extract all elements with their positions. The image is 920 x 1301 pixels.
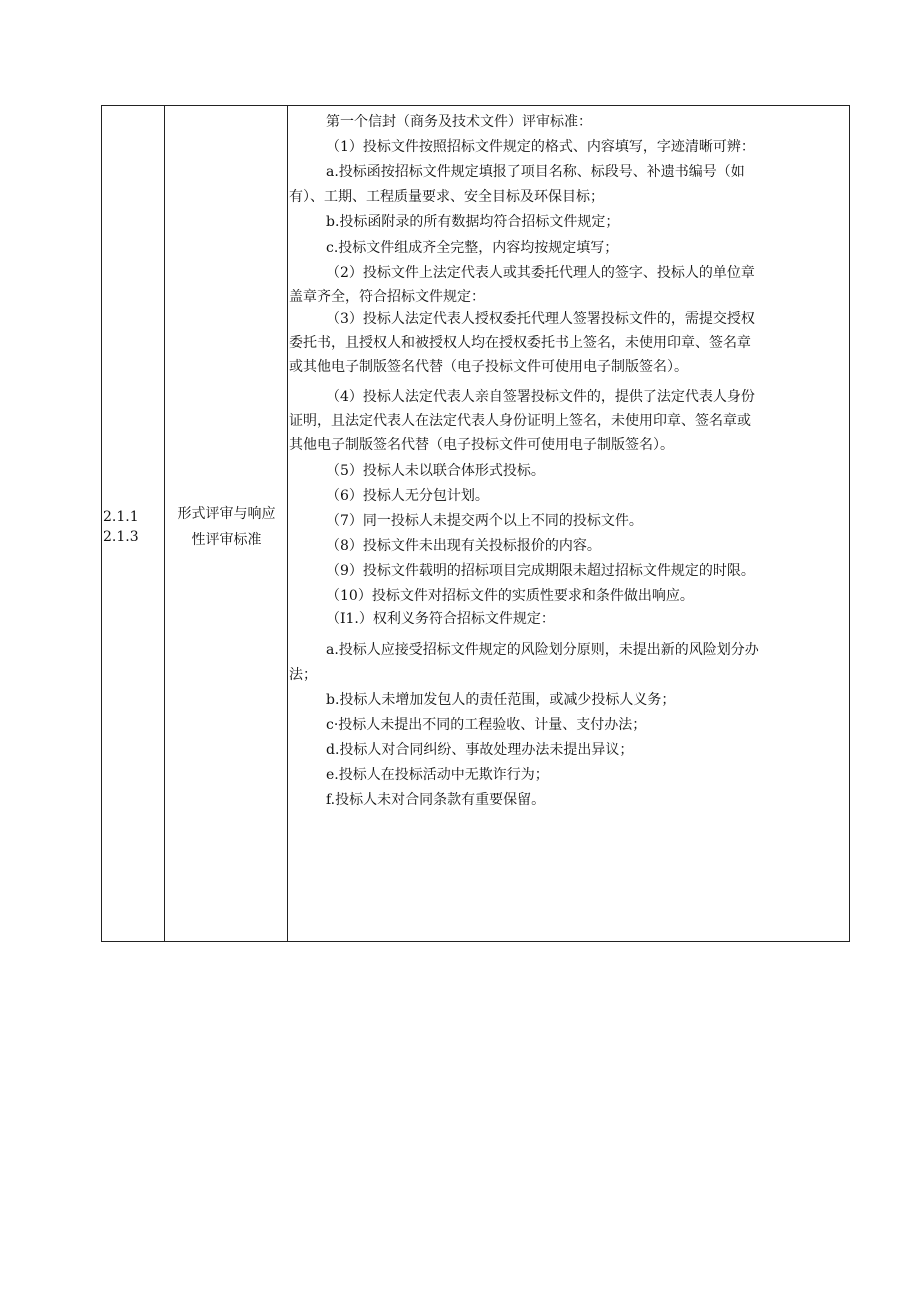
criteria-line: 证明，且法定代表人在法定代表人身份证明上签名，未使用印章、签名章或: [289, 413, 751, 429]
criteria-line: （2）投标文件上法定代表人或其委托代理人的签字、投标人的单位章: [326, 265, 755, 281]
criteria-title: 第一个信封（商务及技术文件）评审标准：: [326, 114, 592, 130]
criteria-line: （4）投标人法定代表人亲自签署投标文件的，提供了法定代表人身份: [326, 389, 755, 405]
criteria-line: e.投标人在投标活动中无欺诈行为；: [326, 767, 549, 783]
criteria-content-cell: [288, 106, 849, 941]
criteria-line: c.投标文件组成齐全完整，内容均按规定填写；: [326, 240, 619, 256]
criteria-line: 委托书，且授权人和被授权人均在授权委托书上签名，未使用印章、签名章: [289, 335, 751, 351]
criteria-line: （7）同一投标人未提交两个以上不同的投标文件。: [326, 513, 643, 529]
criteria-line: 法；: [289, 667, 317, 683]
criteria-line: 或其他电子制版签名代替（电子投标文件可使用电子制版签名）。: [289, 359, 688, 375]
criteria-line: （5）投标人未以联合体形式投标。: [326, 463, 545, 479]
criteria-table: [101, 105, 850, 942]
criteria-line: 有）、工期、工程质量要求、安全目标及环保目标；: [289, 189, 604, 205]
section-code: 2.1.1: [103, 509, 139, 525]
criteria-line: d.投标人对合同纠纷、事故处理办法未提出异议；: [326, 742, 634, 758]
criteria-line: （6）投标人无分包计划。: [326, 488, 489, 504]
criteria-line: （3）投标人法定代表人授权委托代理人签署投标文件的，需提交授权: [326, 311, 755, 327]
code-cell: [102, 106, 165, 941]
criteria-line: f.投标人未对合同条款有重要保留。: [326, 792, 546, 808]
criteria-line: 其他电子制版签名代替（电子投标文件可使用电子制版签名）。: [289, 437, 674, 453]
criteria-line: （I1.）权利义务符合招标文件规定：: [326, 611, 555, 627]
criteria-line: （10）投标文件对招标文件的实质性要求和条件做出响应。: [326, 588, 694, 604]
criteria-line: c·投标人未提出不同的工程验收、计量、支付办法；: [326, 717, 647, 733]
criteria-line: b.投标人未增加发包人的责任范围，或减少投标人义务；: [326, 692, 676, 708]
criteria-line: a.投标函按招标文件规定填报了项目名称、标段号、补遗书编号（如: [326, 164, 745, 180]
category-line: 形式评审与响应: [177, 506, 276, 522]
criteria-line: （9）投标文件载明的招标项目完成期限未超过招标文件规定的时限。: [326, 563, 755, 579]
section-code: 2.1.3: [103, 529, 139, 545]
criteria-line: a.投标人应接受招标文件规定的风险划分原则，未提出新的风险划分办: [326, 642, 759, 658]
criteria-line: （8）投标文件未出现有关投标报价的内容。: [326, 538, 601, 554]
criteria-line: 盖章齐全，符合招标文件规定：: [289, 289, 485, 305]
criteria-line: b.投标函附录的所有数据均符合招标文件规定；: [326, 214, 620, 230]
criteria-line: （1）投标文件按照招标文件规定的格式、内容填写，字迹清晰可辨：: [326, 139, 755, 155]
category-line: 性评审标准: [191, 532, 262, 548]
category-cell: [165, 106, 288, 941]
category-label: [165, 501, 288, 553]
